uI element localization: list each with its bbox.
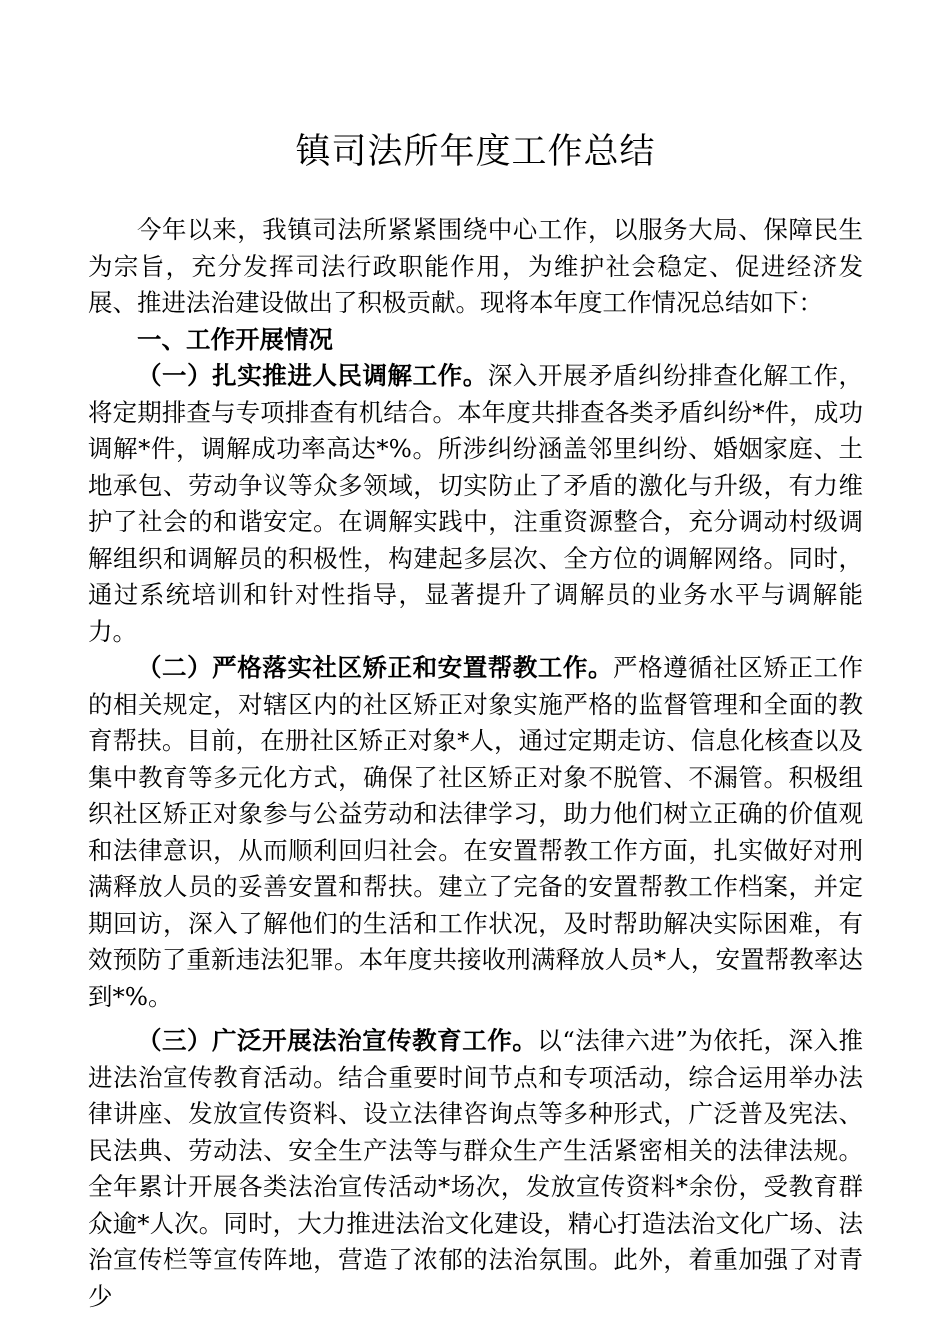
subsection-community-correction [88, 650, 863, 1015]
subsection-community-correction-body: 严格遵循社区矫正工作的相关规定，对辖区内的社区矫正对象实施严格的监督管理和全面的教育帮扶。目前，在册社区矫正对象*人，通过定期走访、信息化核查以及集中教育等多元化方式，确保了社区矫正对象不脱管、不漏管。积极组织社区矫正对象参与公益劳动和法律学习，助力他们树立正确的价值观和法律意识，从而顺利回归社会。在安置帮教工作方面，扎实做好对刑满释放人员的妥善安置和帮扶。建立了完备的安置帮教工作档案，并定期回访，深入了解他们的生活和工作状况，及时帮助解决实际困难，有效预防了重新违法犯罪。本年度共接收刑满释放人员*人，安置帮教率达到*%。 [88, 653, 863, 1011]
document-page [88, 126, 863, 1315]
subsection-legal-publicity [88, 1023, 863, 1315]
intro-paragraph: 今年以来，我镇司法所紧紧围绕中心工作，以服务大局、保障民生为宗旨，充分发挥司法行政职能作用，为维护社会稳定、促进经济发展、推进法治建设做出了积极贡献。现将本年度工作情况总结如下： [88, 215, 863, 317]
subsection-mediation-heading: （一）扎实推进人民调解工作。 [137, 361, 488, 390]
subsection-community-correction-heading: （二）严格落实社区矫正和安置帮教工作。 [137, 653, 614, 682]
subsection-legal-publicity-body: 以“法律六进”为依托，深入推进法治宣传教育活动。结合重要时间节点和专项活动，综合运用举办法律讲座、发放宣传资料、设立法律咨询点等多种形式，广泛普及宪法、民法典、劳动法、安全生产法等与群众生产生活紧密相关的法律法规。全年累计开展各类法治宣传活动*场次，发放宣传资料*余份，受教育群众逾*人次。同时，大力推进法治文化建设，精心打造法治文化广场、法治宣传栏等宣传阵地，营造了浓郁的法治氛围。此外，着重加强了对青少 [88, 1026, 863, 1311]
document-title: 镇司法所年度工作总结 [295, 132, 656, 172]
subsection-mediation [88, 358, 863, 650]
subsection-legal-publicity-heading: （三）广泛开展法治宣传教育工作。 [137, 1026, 538, 1055]
section-heading-work-progress: 一、工作开展情况 [137, 324, 333, 354]
subsection-mediation-body: 深入开展矛盾纠纷排查化解工作，将定期排查与专项排查有机结合。本年度共排查各类矛盾纠纷*件，成功调解*件，调解成功率高达*%。所涉纠纷涵盖邻里纠纷、婚姻家庭、土地承包、劳动争议等众多领域，切实防止了矛盾的激化与升级，有力维护了社会的和谐安定。在调解实践中，注重资源整合，充分调动村级调解组织和调解员的积极性，构建起多层次、全方位的调解网络。同时，通过系统培训和针对性指导，显著提升了调解员的业务水平与调解能力。 [88, 361, 863, 646]
